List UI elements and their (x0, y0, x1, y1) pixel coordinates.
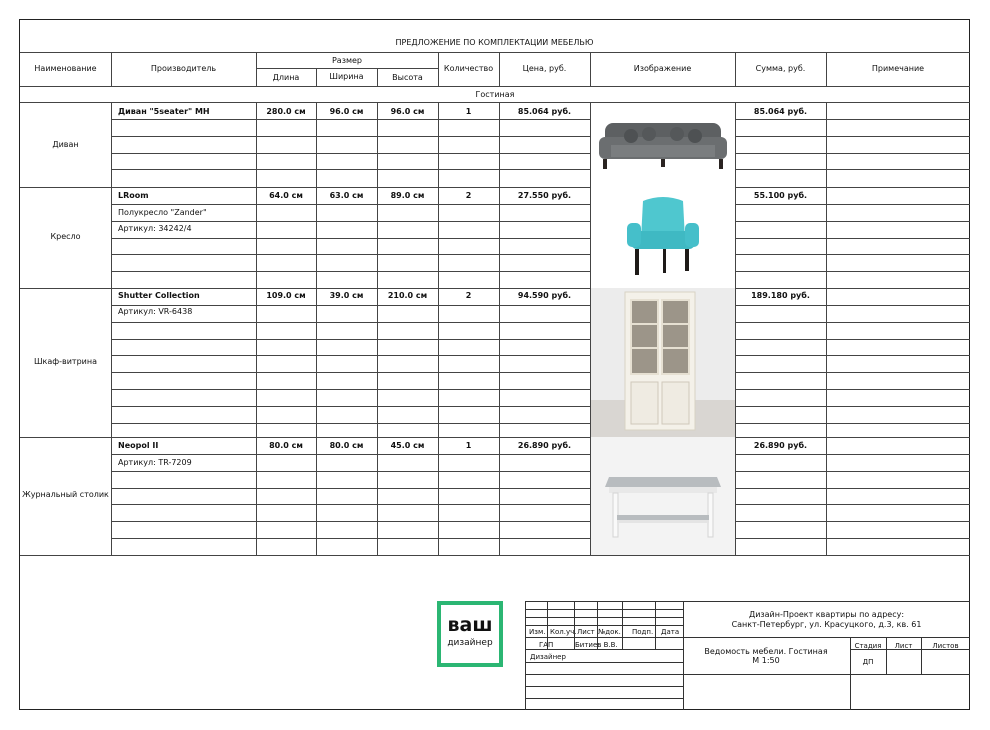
row-divider (735, 254, 970, 255)
sofa-image (591, 103, 735, 187)
row-divider (111, 538, 590, 539)
item-length: 64.0 см (269, 191, 303, 200)
stamp-sheet-label: Лист (894, 642, 913, 650)
row-divider (735, 471, 970, 472)
stamp-col-data: Дата (661, 628, 680, 636)
row-divider (735, 538, 970, 539)
stamp-rule (525, 698, 683, 699)
item-article: Артикул: TR-7209 (118, 458, 192, 467)
row-divider (20, 187, 970, 188)
item-qty: 2 (465, 291, 472, 300)
stamp-rule (683, 637, 970, 638)
row-divider (735, 322, 970, 323)
stamp-col-izm: Изм. (529, 628, 546, 636)
item-name: Кресло (50, 232, 81, 241)
item-length: 280.0 см (266, 107, 306, 116)
stamp-rule (525, 674, 683, 675)
stamp-rule (525, 609, 683, 610)
row-divider (735, 271, 970, 272)
item-name: Шкаф-витрина (34, 357, 97, 366)
item-price: 27.550 руб. (517, 191, 572, 200)
stamp-stage-label: Стадия (854, 642, 882, 650)
row-divider (735, 119, 970, 120)
row-divider (735, 153, 970, 154)
col-width-header: Ширина (329, 72, 364, 81)
row-divider (735, 204, 970, 205)
row-divider (111, 521, 590, 522)
row-divider (735, 372, 970, 373)
section-title: Гостиная (475, 90, 515, 99)
row-divider (735, 521, 970, 522)
item-article: Артикул: 34242/4 (118, 224, 192, 233)
row-divider (735, 355, 970, 356)
item-height: 210.0 см (387, 291, 428, 300)
item-height: 89.0 см (390, 191, 425, 200)
row-divider (111, 389, 590, 390)
item-height: 96.0 см (390, 107, 425, 116)
item-width: 80.0 см (329, 441, 364, 450)
stamp-doc-title: Ведомость мебели. Гостиная (704, 647, 828, 656)
coffee-table-image (591, 437, 735, 555)
stamp-role-gap: ГАП (539, 641, 554, 649)
row-divider (111, 406, 590, 407)
stamp-rule (525, 601, 970, 602)
item-sum: 85.064 руб. (753, 107, 808, 116)
row-divider (735, 423, 970, 424)
stamp-sheets-label: Листов (932, 642, 959, 650)
item-sum: 189.180 руб. (751, 291, 810, 300)
stamp-project: Дизайн-Проект квартиры по адресу: (748, 610, 905, 619)
logo-text-main: ваш (447, 614, 493, 636)
row-divider (735, 169, 970, 170)
row-divider (735, 221, 970, 222)
item-sum: 55.100 руб. (753, 191, 808, 200)
row-divider (735, 238, 970, 239)
stamp-scale: М 1:50 (752, 656, 780, 665)
row-divider (111, 136, 590, 137)
stamp-rule (525, 617, 683, 618)
stamp-col-koluch: Кол.уч. (550, 628, 577, 636)
row-divider (20, 288, 970, 289)
row-divider (735, 339, 970, 340)
col-price-header: Цена, руб. (522, 64, 567, 73)
stamp-col-ndoc: №док. (598, 628, 621, 636)
stamp-rule (525, 625, 683, 626)
row-divider (20, 437, 970, 438)
item-qty: 1 (465, 441, 472, 450)
stamp-person-gap: Битиев В.В. (575, 641, 618, 649)
item-maker-line: Полукресло "Zander" (118, 208, 207, 217)
col-maker-header: Производитель (150, 64, 217, 73)
stamp-col-podp: Подп. (632, 628, 654, 636)
row-divider (111, 238, 590, 239)
item-length: 80.0 см (269, 441, 303, 450)
item-maker: Shutter Collection (118, 291, 200, 300)
item-name: Журнальный столик (22, 490, 109, 499)
row-divider (111, 488, 590, 489)
row-divider (111, 221, 590, 222)
row-divider (111, 372, 590, 373)
display-cabinet-image (591, 288, 735, 437)
row-divider (111, 423, 590, 424)
col-image-header: Изображение (633, 64, 692, 73)
row-divider (111, 339, 590, 340)
item-price: 94.590 руб. (517, 291, 572, 300)
item-sum: 26.890 руб. (753, 441, 808, 450)
stamp-stage-value: ДП (862, 658, 874, 666)
row-divider (111, 119, 590, 120)
row-divider (735, 389, 970, 390)
row-divider (111, 169, 590, 170)
armchair-image (591, 187, 735, 288)
col-size-header: Размер (331, 56, 362, 65)
item-width: 96.0 см (329, 107, 364, 116)
item-qty: 2 (465, 191, 472, 200)
item-width: 63.0 см (329, 191, 364, 200)
stamp-rule (525, 637, 683, 638)
row-divider (111, 322, 590, 323)
row-divider (111, 153, 590, 154)
row-divider (735, 136, 970, 137)
row-divider (111, 305, 590, 306)
stamp-rule (683, 674, 970, 675)
logo (437, 601, 503, 667)
stamp-rule (525, 662, 683, 663)
logo-text-sub: дизайнер (447, 638, 493, 648)
item-width: 39.0 см (329, 291, 364, 300)
row-divider (111, 254, 590, 255)
item-maker: LRoom (118, 191, 149, 200)
stamp-address: Санкт-Петербург, ул. Красуцкого, д.3, кв. 61 (731, 620, 922, 629)
col-length-header: Длина (272, 73, 300, 82)
item-name: Диван (52, 140, 79, 149)
col-note-header: Примечание (871, 64, 925, 73)
row-divider (735, 406, 970, 407)
row-divider (111, 271, 590, 272)
col-qty-header: Количество (443, 64, 494, 73)
item-article: Артикул: VR-6438 (118, 307, 193, 316)
col-sum-header: Сумма, руб. (755, 64, 806, 73)
stamp-role-designer: Дизайнер (530, 653, 566, 661)
item-maker: Диван "5seater" MH (118, 107, 210, 116)
item-height: 45.0 см (390, 441, 425, 450)
col-height-header: Высота (392, 73, 423, 82)
row-divider (735, 454, 970, 455)
stamp-col-list: Лист (577, 628, 595, 636)
row-divider (735, 504, 970, 505)
page-title: ПРЕДЛОЖЕНИЕ ПО КОМПЛЕКТАЦИИ МЕБЕЛЬЮ (395, 38, 594, 47)
item-qty: 1 (465, 107, 472, 116)
item-price: 26.890 руб. (517, 441, 572, 450)
item-maker: Neopol II (118, 441, 159, 450)
row-divider (111, 471, 590, 472)
row-divider (111, 454, 590, 455)
row-divider (111, 204, 590, 205)
col-name-header: Наименование (34, 64, 97, 73)
item-price: 85.064 руб. (517, 107, 572, 116)
row-divider (111, 504, 590, 505)
item-length: 109.0 см (266, 291, 306, 300)
stamp-rule (525, 686, 683, 687)
row-divider (111, 355, 590, 356)
row-divider (735, 305, 970, 306)
row-divider (735, 488, 970, 489)
